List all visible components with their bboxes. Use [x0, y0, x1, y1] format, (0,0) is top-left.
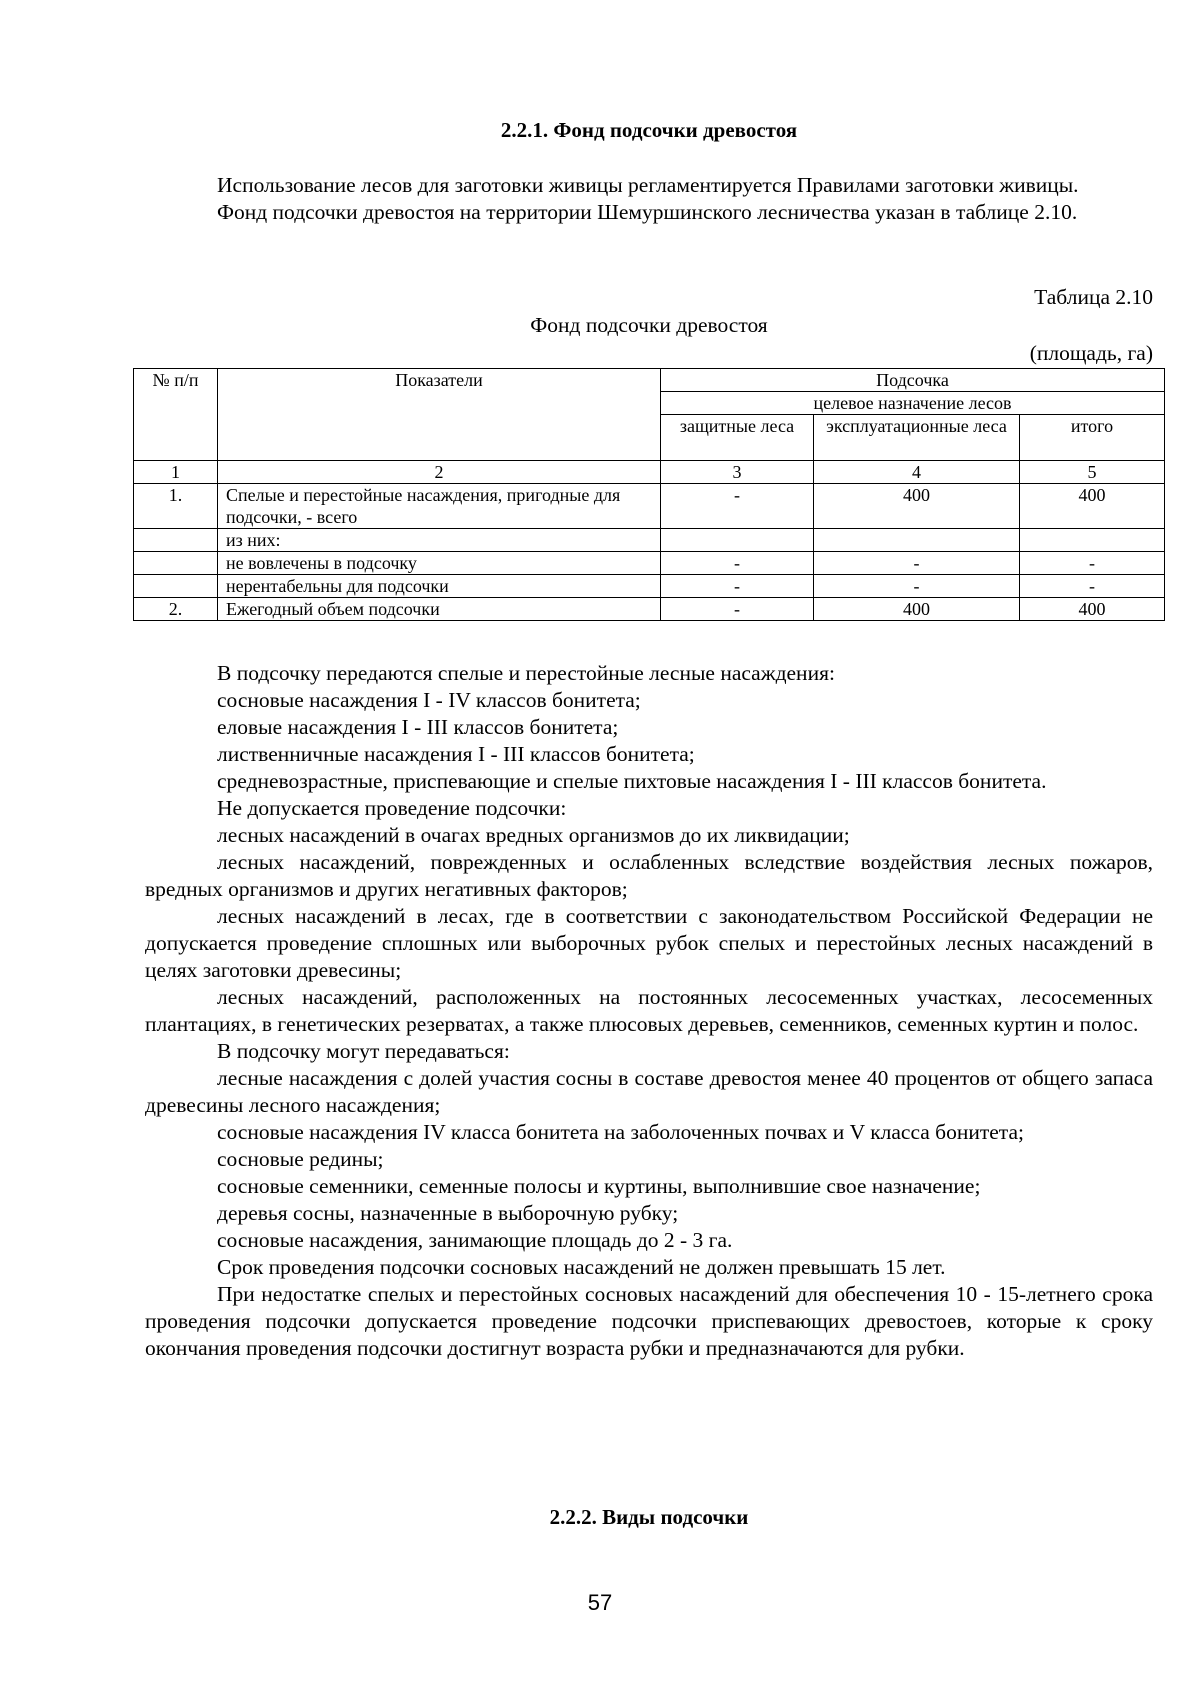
body-paragraph: средневозрастные, приспевающие и спелые пихтовые насаждения I - III классов бонитета. [217, 769, 1047, 793]
row-num [134, 575, 218, 598]
row-indicator: не вовлечены в подсочку [218, 552, 661, 575]
section-heading-2-2-2: 2.2.2. Виды подсочки [549, 1505, 749, 1529]
header-indicators: Показатели [218, 369, 661, 461]
table-unit: (площадь, га) [1029, 341, 1153, 365]
table-header-row-1 [134, 369, 1165, 392]
table-row [134, 529, 1165, 552]
row-total: 400 [1020, 598, 1165, 621]
row-exploitation [814, 529, 1020, 552]
table-label: Таблица 2.10 [1034, 285, 1153, 309]
row-exploitation: - [814, 552, 1020, 575]
body-paragraph: В подсочку передаются спелые и перестойные лесные насаждения: [217, 661, 835, 685]
header-num: № п/п [134, 369, 218, 461]
header-total: итого [1020, 415, 1165, 461]
header-protective: защитные леса [661, 415, 814, 461]
header-podsochka: Подсочка [661, 369, 1165, 392]
column-number: 1 [134, 461, 218, 484]
header-exploitation: эксплуатационные леса [814, 415, 1020, 461]
row-exploitation: 400 [814, 484, 1020, 529]
row-exploitation: 400 [814, 598, 1020, 621]
table-title: Фонд подсочки древостоя [530, 313, 768, 337]
body-paragraph: лесных насаждений, расположенных на постоянных лесосеменных участках, лесосеменных плантациях, в генетических резерватах, а также плюсовых деревьев, семенников, семенных куртин и полос. [145, 985, 1153, 1036]
row-num: 1. [134, 484, 218, 529]
column-number: 3 [661, 461, 814, 484]
section-heading-2-2-1: 2.2.1. Фонд подсочки древостоя [500, 118, 798, 142]
row-num: 2. [134, 598, 218, 621]
body-paragraph: сосновые насаждения, занимающие площадь до 2 - 3 га. [217, 1228, 733, 1252]
table-row [134, 484, 1165, 529]
row-num [134, 529, 218, 552]
row-num [134, 552, 218, 575]
body-paragraph: еловые насаждения I - III классов бонитета; [217, 715, 619, 739]
body-paragraph: деревья сосны, назначенные в выборочную рубку; [217, 1201, 679, 1225]
page-number: 57 [587, 1590, 613, 1615]
body-paragraph: сосновые семенники, семенные полосы и куртины, выполнившие свое назначение; [217, 1174, 981, 1198]
column-number: 2 [218, 461, 661, 484]
intro-text [145, 172, 1153, 226]
row-protective: - [661, 484, 814, 529]
table-row [134, 552, 1165, 575]
body-paragraph: сосновые насаждения I - IV классов бонитета; [217, 688, 641, 712]
row-total: - [1020, 575, 1165, 598]
row-indicator: из них: [218, 529, 661, 552]
body-paragraph: Не допускается проведение подсочки: [217, 796, 567, 820]
row-total [1020, 529, 1165, 552]
table-row [134, 598, 1165, 621]
column-number: 5 [1020, 461, 1165, 484]
row-protective: - [661, 575, 814, 598]
row-indicator: нерентабельны для подсочки [218, 575, 661, 598]
body-paragraph: лесных насаждений в лесах, где в соответствии с законодательством Российской Федерации не допускается проведение сплошных или выборочных рубок спелых и перестойных лесных насаждений в целях заготовки древесины; [145, 904, 1153, 982]
body-paragraph: сосновые насаждения IV класса бонитета на заболоченных почвах и V класса бонитета; [217, 1120, 1024, 1144]
podsochka-fund-table [133, 368, 1165, 621]
intro-paragraph-1: Использование лесов для заготовки живицы регламентируется Правилами заготовки живицы. [217, 173, 1079, 197]
row-protective: - [661, 598, 814, 621]
body-paragraph: лесные насаждения с долей участия сосны в составе древостоя менее 40 процентов от общего запаса древесины лесного насаждения; [145, 1066, 1153, 1117]
row-total: - [1020, 552, 1165, 575]
row-indicator: Ежегодный объем подсочки [218, 598, 661, 621]
body-paragraph: Срок проведения подсочки сосновых насаждений не должен превышать 15 лет. [217, 1255, 946, 1279]
body-paragraph: При недостатке спелых и перестойных сосновых насаждений для обеспечения 10 - 15-летнего срока проведения подсочки допускается проведение подсочки приспевающих древостоев, которые к сроку окончания проведения подсочки достигнут возраста рубки и предназначаются для рубки. [145, 1282, 1153, 1360]
body-text [145, 660, 1153, 1362]
row-protective: - [661, 552, 814, 575]
row-exploitation: - [814, 575, 1020, 598]
table-row [134, 575, 1165, 598]
header-purpose: целевое назначение лесов [661, 392, 1165, 415]
column-number: 4 [814, 461, 1020, 484]
body-paragraph: В подсочку могут передаваться: [217, 1039, 510, 1063]
table-column-numbers [134, 461, 1165, 484]
row-total: 400 [1020, 484, 1165, 529]
body-paragraph: лиственничные насаждения I - III классов бонитета; [217, 742, 695, 766]
body-paragraph: лесных насаждений в очагах вредных организмов до их ликвидации; [217, 823, 850, 847]
row-indicator: Спелые и перестойные насаждения, пригодные для подсочки, - всего [218, 484, 661, 529]
body-paragraph: лесных насаждений, поврежденных и ослабленных вследствие воздействия лесных пожаров, вредных организмов и других негативных факторов; [145, 850, 1153, 901]
intro-paragraph-2: Фонд подсочки древостоя на территории Шемуршинского лесничества указан в таблице 2.10. [217, 200, 1078, 224]
body-paragraph: сосновые редины; [217, 1147, 384, 1171]
row-protective [661, 529, 814, 552]
